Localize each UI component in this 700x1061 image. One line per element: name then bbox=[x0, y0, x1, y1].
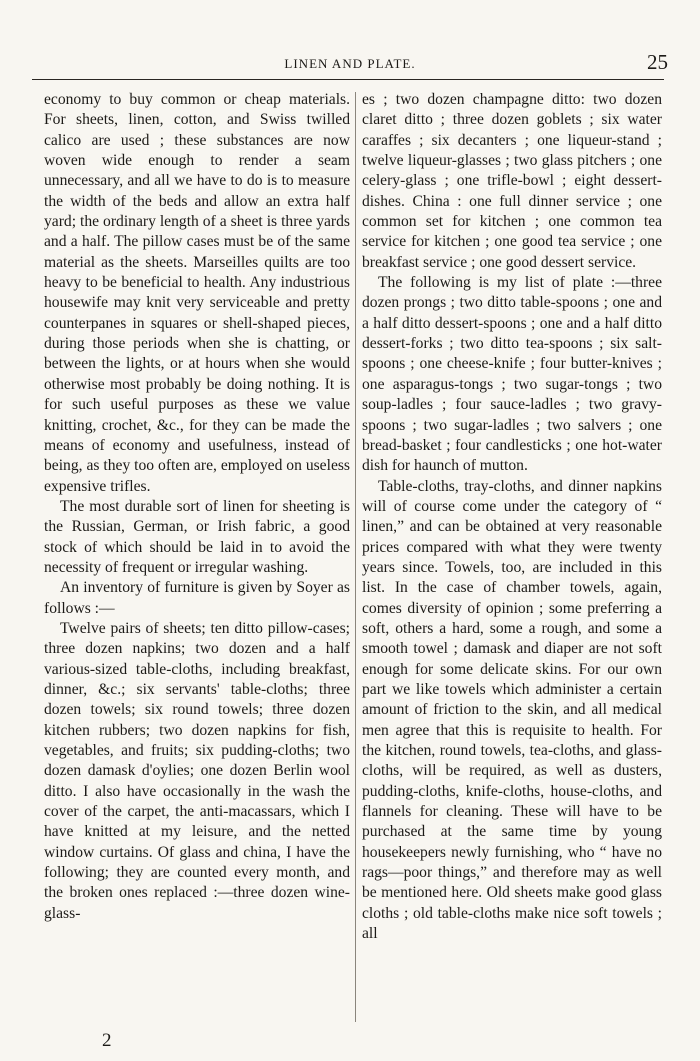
right-column bbox=[362, 90, 662, 944]
page-header bbox=[32, 50, 668, 86]
left-column bbox=[44, 90, 350, 924]
running-title: LINEN AND PLATE. bbox=[284, 56, 416, 71]
signature-mark: 2 bbox=[102, 1030, 112, 1051]
paragraph: es ; two dozen champagne ditto: two dozen claret ditto ; three dozen goblets ; six water caraffes ; six decanters ; one liqueur-stand ; twelve liqueur-glasses ; two glass pitchers ; one celery-glass ; one trifle-bowl ; eight dessert-dishes. China : one full dinner service ; one common set for kitchen ; one common tea service for kitchen ; one good tea service ; one breakfast service ; one good dessert service. bbox=[362, 91, 662, 271]
page-number: 25 bbox=[647, 50, 668, 74]
header-rule bbox=[32, 79, 664, 80]
paragraph: The most durable sort of linen for sheeting is the Russian, German, or Irish fabric, a good stock of which should be laid in to avoid the necessity of frequent or irregular washing. bbox=[44, 497, 350, 576]
paragraph: Twelve pairs of sheets; ten ditto pillow-cases; three dozen napkins; two dozen and a half various-sized table-cloths, including breakfast, dinner, &c.; six servants' table-cloths; three dozen towels; six round towels; three dozen kitchen rubbers; two dozen napkins for fish, vegetables, and fruits; six pudding-cloths; two dozen damask d'oylies; one dozen Berlin wool ditto. I also have occasionally in the wash the cover of the carpet, the anti-macassars, which I have knitted at my leisure, and the netted window curtains. Of glass and china, I have the following; they are counted every month, and the broken ones replaced :—three dozen wine-glass- bbox=[44, 619, 350, 922]
column-divider bbox=[355, 92, 356, 1022]
paragraph: economy to buy common or cheap materials. For sheets, linen, cotton, and Swiss twilled calico are used ; these substances are now woven wide enough to render a seam unnecessary, and all we have to do is to measure the width of the beds and allow an extra half yard; the ordinary length of a sheet is three yards and a half. The pillow cases must be of the same material as the sheets. Marseilles quilts are too heavy to be beneficial to health. Any industrious housewife may knit very serviceable and pretty counterpanes in squares or shell-shaped pieces, during those periods when she is chatting, or between the lights, or at hours when she would otherwise most probably be doing nothing. It is for such useful purposes as these we value knitting, crochet, &c., for they can be made the means of economy and usefulness, instead of being, as they too often are, employed on useless expensive trifles. bbox=[44, 91, 350, 495]
paragraph: An inventory of furniture is given by Soyer as follows :— bbox=[44, 579, 350, 617]
paragraph: The following is my list of plate :—three dozen prongs ; two ditto table-spoons ; one and a half ditto dessert-spoons ; one and a half ditto dessert-forks ; two ditto tea-spoons ; six salt-spoons ; one cheese-knife ; four butter-knives ; one asparagus-tongs ; two sugar-tongs ; two soup-ladles ; four sauce-ladles ; two gravy-spoons ; two sugar-ladles ; two salvers ; one bread-basket ; four candlesticks ; one hot-water dish for haunch of mutton. bbox=[362, 274, 662, 475]
paragraph: Table-cloths, tray-cloths, and dinner napkins will of course come under the category of “ linen,” and can be obtained at very reasonable prices compared with what they were twenty years since. Towels, too, are included in this list. In the case of chamber towels, again, comes diversity of opinion ; some preferring a soft, others a hard, some a rough, and some a smooth towel ; damask and diaper are not soft enough for some delicate skins. For our own part we like towels which administer a certain amount of friction to the skin, and all medical men agree that this is requisite to health. For the kitchen, round towels, tea-cloths, and glass-cloths, will be required, as well as dusters, pudding-cloths, knife-cloths, house-cloths, and flannels for cleaning. These will have to be purchased at the same time by young housekeepers newly furnishing, who “ have no rags—poor things,” and therefore may as well be mentioned here. Old sheets make good glass cloths ; old table-cloths make nice soft towels ; all bbox=[362, 477, 662, 943]
